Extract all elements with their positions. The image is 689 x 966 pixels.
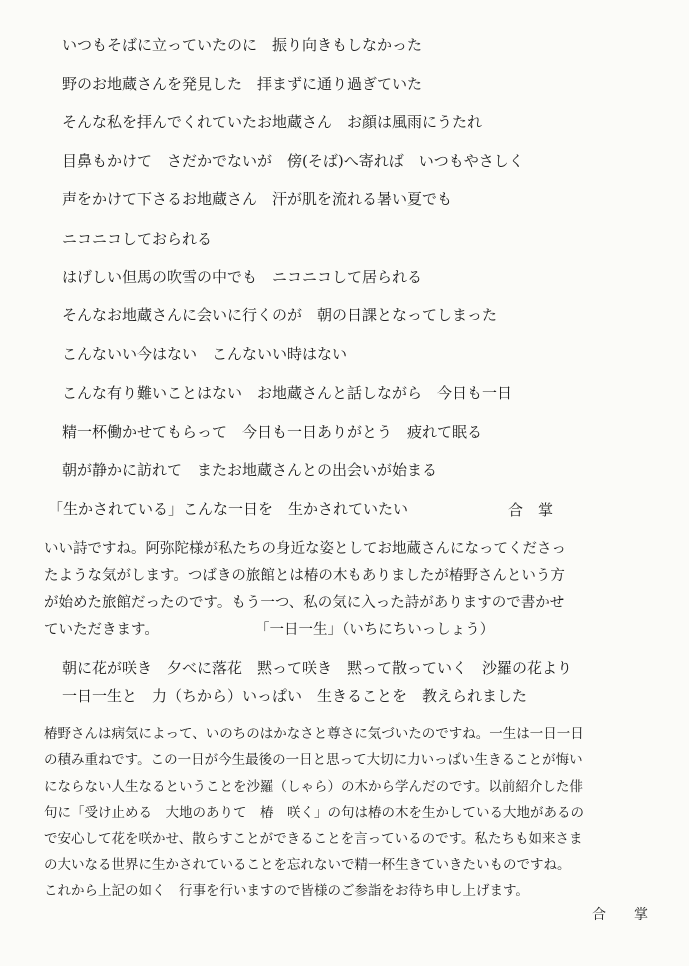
gassho-mark: 合 掌 xyxy=(508,501,554,519)
poem-line: こんな有り難いことはない お地蔵さんと話しながら 今日も一日 xyxy=(62,384,513,402)
poem-line: はげしい但馬の吹雪の中でも ニコニコして居られる xyxy=(62,268,423,286)
poem-line: こんないい今はない こんないい時はない xyxy=(62,345,348,363)
closing-line: 句に「受け止める 大地のありて 椿 咲く」の句は椿の木を生かしている大地があるの xyxy=(44,805,584,821)
poem-line: そんなお地蔵さんに会いに行くのが 朝の日課となってしまった xyxy=(62,306,498,324)
poem-final-line: 「生かされている」こんな一日を 生かされていたい xyxy=(48,500,409,518)
poem-line: 朝が静かに訪れて またお地蔵さんとの出会いが始まる xyxy=(62,461,438,479)
poem2-line: 一日一生と 力（ちから）いっぱい 生きることを 教えられました xyxy=(62,687,528,705)
poem2-line: 朝に花が咲き 夕べに落花 黙って咲き 黙って散っていく 沙羅の花より xyxy=(62,659,573,677)
closing-gassho-mark: 合 掌 xyxy=(592,907,648,923)
poem-line: そんな私を拝んでくれていたお地蔵さん お顔は風雨にうたれ xyxy=(62,113,483,131)
closing-line: 椿野さんは病気によって、いのちのはかなさと尊さに気づいたのですね。一生は一日一日 xyxy=(44,726,584,742)
closing-line: これから上記の如く 行事を行いますので皆様のご参詣をお待ち申し上げます。 xyxy=(44,883,529,899)
poem-line: 精一杯働かせてもらって 今日も一日ありがとう 疲れて眠る xyxy=(62,423,483,441)
closing-line: で安心して花を咲かせ、散らすことができることを言っているのです。私たちも如来さま xyxy=(44,831,583,847)
commentary-line: ていただきます。 xyxy=(44,622,159,638)
commentary-line: たような気がします。つばきの旅館とは椿の木もありましたが椿野さんという方 xyxy=(44,568,565,584)
closing-line: の積み重ねです。この一日が今生最後の一日と思って大切に力いっぱい生きることが悔い xyxy=(44,752,583,768)
closing-line: の大いなる世界に生かされていることを忘れないで精一杯生きていきたいものですね。 xyxy=(44,857,571,873)
poem-line: 野のお地蔵さんを発見した 拝まずに通り過ぎていた xyxy=(62,75,423,93)
poem-line: 目鼻もかけて さだかでないが 傍(そば)へ寄れば いつもやさしく xyxy=(62,152,524,170)
poem2-title: 「一日一生」（いちにちいっしょう） xyxy=(255,622,495,638)
poem-line: 声をかけて下さるお地蔵さん 汗が肌を流れる暑い夏でも xyxy=(62,190,453,208)
commentary-line: が始めた旅館だったのです。もう一つ、私の気に入った詩がありますので書かせ xyxy=(44,595,565,611)
poem-line: ニコニコしておられる xyxy=(62,230,213,248)
closing-line: にならない人生なるということを沙羅（しゃら）の木から学んだのです。以前紹介した俳 xyxy=(44,779,583,795)
poem-line: いつもそばに立っていたのに 振り向きもしなかった xyxy=(62,36,423,54)
commentary-line: いい詩ですね。阿弥陀様が私たちの身近な姿としてお地蔵さんになってくださっ xyxy=(44,541,566,557)
